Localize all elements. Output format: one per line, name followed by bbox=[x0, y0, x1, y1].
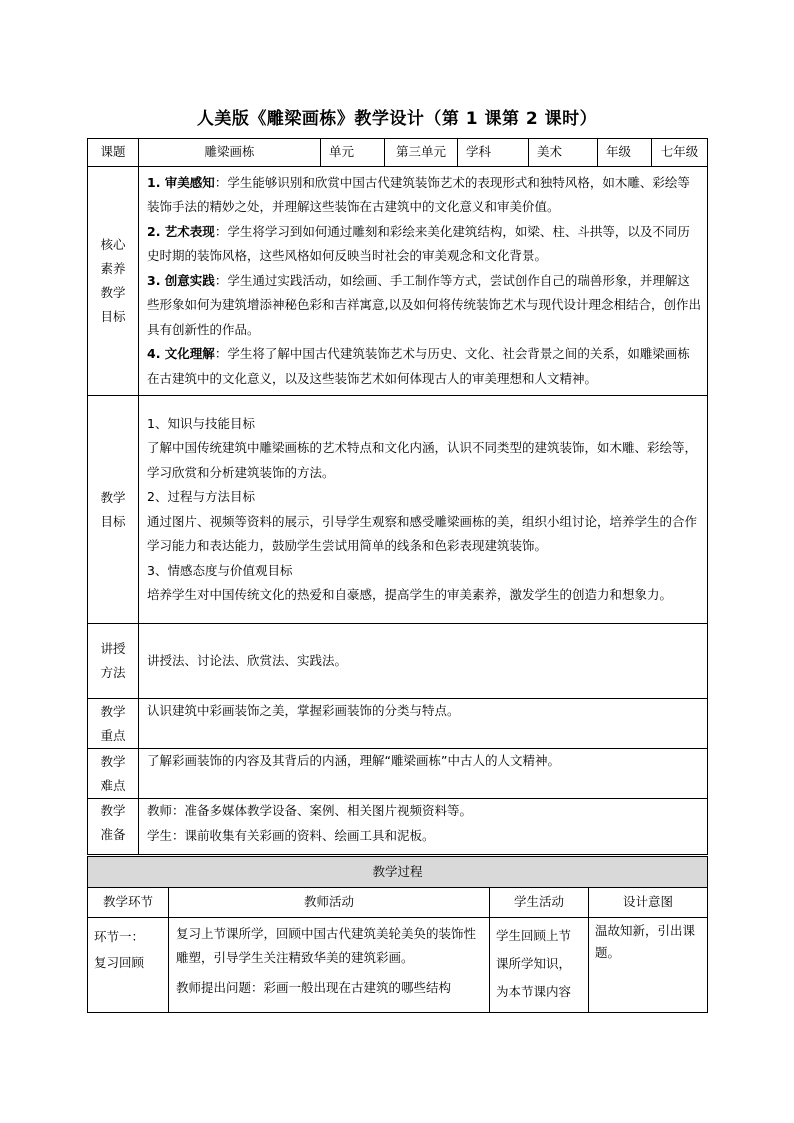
lesson-info-table bbox=[87, 138, 708, 855]
core-item: 1. 审美感知：学生能够识别和欣赏中国古代建筑装饰艺术的表现形式和独特风格，如木雕、彩绘等装饰手法的精妙之处，并理解这些装饰在古建筑中的文化意义和审美价值。 bbox=[147, 174, 690, 215]
methods-label: 讲授 方法 bbox=[88, 624, 139, 699]
preparation-label: 教学 准备 bbox=[88, 799, 139, 855]
subject-value: 美术 bbox=[529, 139, 598, 167]
teaching-goals-content bbox=[139, 396, 708, 624]
key-points-label: 教学 重点 bbox=[88, 699, 139, 749]
process-columns-row bbox=[88, 888, 708, 918]
course-label: 课题 bbox=[88, 139, 139, 167]
difficulties-label: 教学 难点 bbox=[88, 749, 139, 799]
col-student-header: 学生活动 bbox=[490, 888, 589, 918]
difficulties-row bbox=[88, 749, 708, 799]
key-points-content: 认识建筑中彩画装饰之美，掌握彩画装饰的分类与特点。 bbox=[139, 699, 708, 749]
document-title: 人美版《雕梁画栋》教学设计（第 1 课第 2 课时） bbox=[196, 109, 598, 129]
goal-heading: 2、过程与方法目标 bbox=[147, 489, 255, 504]
goal-text: 培养学生对中国传统文化的热爱和自豪感，提高学生的审美素养，激发学生的创造力和想象力。 bbox=[147, 587, 673, 602]
col-intent-header: 设计意图 bbox=[589, 888, 708, 918]
key-points-row bbox=[88, 699, 708, 749]
goal-text: 了解中国传统建筑中雕梁画栋的艺术特点和文化内涵，认识不同类型的建筑装饰，如木雕、彩绘等，学习欣赏和分析建筑装饰的方法。 bbox=[147, 440, 698, 480]
teaching-goals-label: 教学 目标 bbox=[88, 396, 139, 624]
course-value: 雕梁画栋 bbox=[139, 139, 321, 167]
header-row bbox=[88, 139, 708, 167]
core-item: 2. 艺术表现：学生将学习到如何通过雕刻和彩绘来美化建筑结构，如梁、柱、斗拱等，以及不同历史时期的装饰风格，这些风格如何反映当时社会的审美观念和文化背景。 bbox=[147, 223, 690, 264]
student-activity-cell: 学生回顾上节 课所学知识， 为本节课内容 bbox=[490, 918, 589, 1013]
methods-row bbox=[88, 624, 708, 699]
core-literacy-content bbox=[139, 167, 708, 396]
process-row bbox=[88, 918, 708, 1013]
core-literacy-label: 核心 素养 教学 目标 bbox=[88, 167, 139, 396]
core-item: 3. 创意实践：学生通过实践活动，如绘画、手工制作等方式，尝试创作自己的瑞兽形象，并理解这些形象如何为建筑增添神秘色彩和吉祥寓意,以及如何将传统装饰艺术与现代设计理念相结合，创作出具有创新性的作品。 bbox=[147, 272, 701, 337]
teaching-process-table bbox=[87, 856, 708, 1013]
methods-content: 讲授法、讨论法、欣赏法、实践法。 bbox=[139, 624, 708, 699]
prep-line: 学生：课前收集有关彩画的资料、绘画工具和泥板。 bbox=[147, 827, 435, 843]
prep-line: 教师：准备多媒体教学设备、案例、相关图片视频资料等。 bbox=[147, 803, 473, 818]
col-stage-header: 教学环节 bbox=[88, 888, 169, 918]
process-heading: 教学过程 bbox=[88, 857, 708, 888]
difficulties-content: 了解彩画装饰的内容及其背后的内涵，理解“雕梁画栋”中古人的人文精神。 bbox=[139, 749, 708, 799]
teaching-goals-row bbox=[88, 396, 708, 624]
grade-value: 七年级 bbox=[652, 139, 708, 167]
preparation-content bbox=[139, 799, 708, 855]
design-intent-cell: 温故知新，引出课题。 bbox=[589, 918, 708, 1013]
teacher-activity-cell: 复习上节课所学，回顾中国古代建筑美轮美奂的装饰性雕塑，引导学生关注精致华美的建筑彩画。 教师提出问题：彩画一般出现在古建筑的哪些结构 bbox=[169, 918, 490, 1013]
goal-heading: 1、知识与技能目标 bbox=[147, 415, 255, 431]
process-heading-row bbox=[88, 857, 708, 888]
unit-label: 单元 bbox=[321, 139, 385, 167]
goal-text: 通过图片、视频等资料的展示，引导学生观察和感受雕梁画栋的美，组织小组讨论，培养学生的合作学习能力和表达能力，鼓励学生尝试用简单的线条和色彩表现建筑装饰。 bbox=[147, 513, 698, 553]
grade-label: 年级 bbox=[598, 139, 652, 167]
subject-label: 学科 bbox=[458, 139, 529, 167]
col-teacher-header: 教师活动 bbox=[169, 888, 490, 918]
stage-cell: 环节一： 复习回顾 bbox=[88, 918, 169, 1013]
goal-heading: 3、情感态度与价值观目标 bbox=[147, 562, 293, 578]
unit-value: 第三单元 bbox=[385, 139, 458, 167]
core-literacy-row bbox=[88, 167, 708, 396]
preparation-row bbox=[88, 799, 708, 855]
core-item: 4. 文化理解：学生将了解中国古代建筑装饰艺术与历史、文化、社会背景之间的关系，如雕梁画栋在古建筑中的文化意义，以及这些装饰艺术如何体现古人的审美理想和人文精神。 bbox=[147, 346, 690, 386]
